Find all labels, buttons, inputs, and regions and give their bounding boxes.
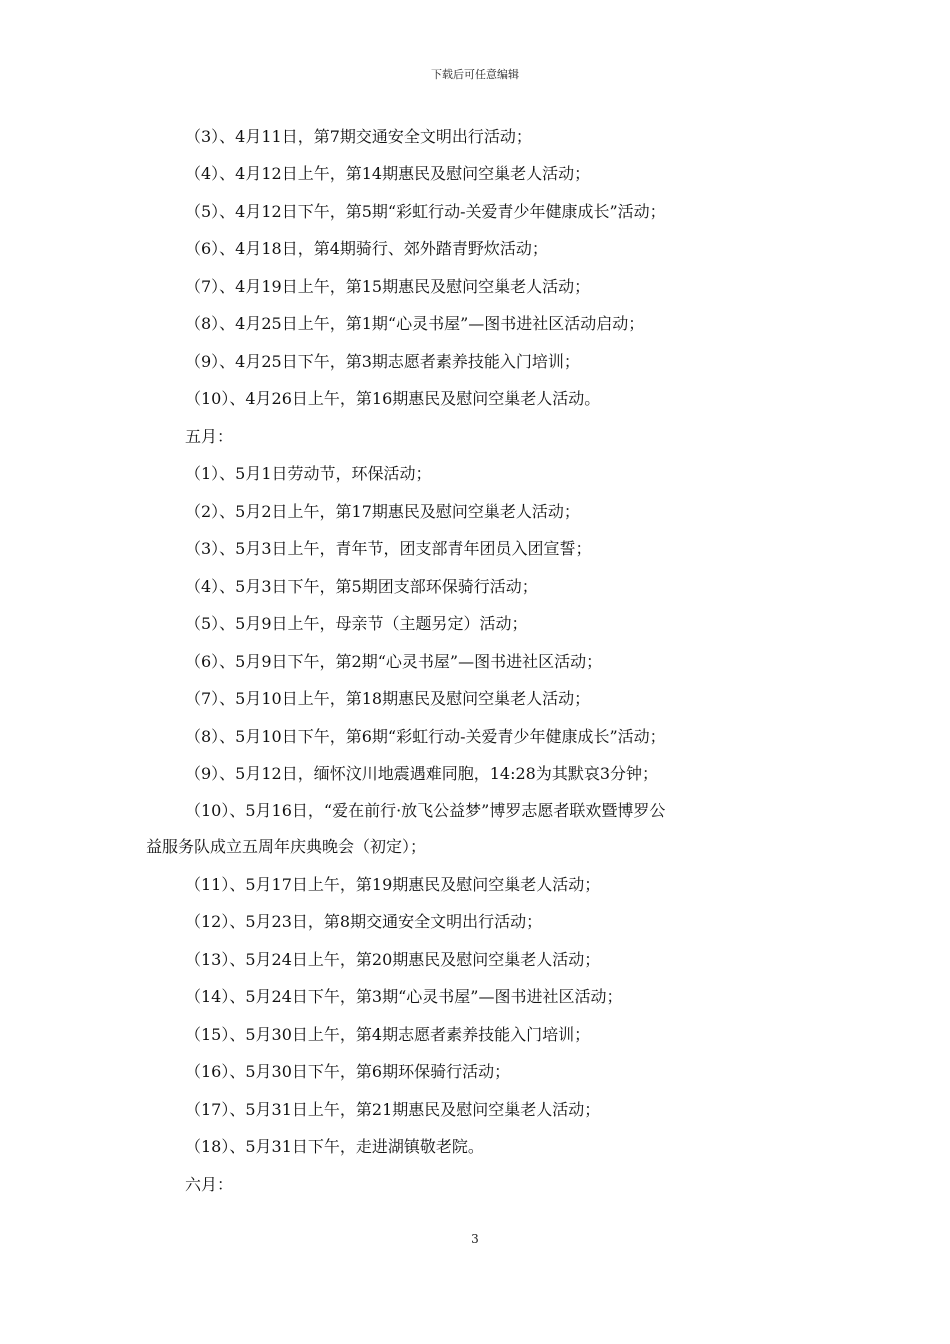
list-item: （11）、5月17日上午，第19期惠民及慰问空巢老人活动； xyxy=(185,875,601,894)
list-item: （10）、5月16日，“爱在前行·放飞公益梦”博罗志愿者联欢暨博罗公 xyxy=(185,801,666,820)
list-item: （1）、5月1日劳动节，环保活动； xyxy=(185,464,432,483)
list-item: （2）、5月2日上午，第17期惠民及慰问空巢老人活动； xyxy=(185,502,580,521)
list-item: （8）、4月25日上午，第1期“心灵书屋”—图书进社区活动启动； xyxy=(185,314,645,333)
list-item: （8）、5月10日下午，第6期“彩虹行动-关爱青少年健康成长”活动； xyxy=(185,727,666,746)
section-heading: 六月： xyxy=(185,1175,234,1194)
list-item: （4）、4月12日上午，第14期惠民及慰问空巢老人活动； xyxy=(185,164,591,183)
list-item: （12）、5月23日，第8期交通安全文明出行活动； xyxy=(185,912,543,931)
list-item: （18）、5月31日下午，走进湖镇敬老院。 xyxy=(185,1137,484,1156)
list-item: （4）、5月3日下午，第5期团支部环保骑行活动； xyxy=(185,577,538,596)
list-item: （14）、5月24日下午，第3期“心灵书屋”—图书进社区活动； xyxy=(185,987,623,1006)
list-item: （7）、4月19日上午，第15期惠民及慰问空巢老人活动； xyxy=(185,277,591,296)
page-number: 3 xyxy=(471,1232,479,1246)
list-item: （5）、4月12日下午，第5期“彩虹行动-关爱青少年健康成长”活动； xyxy=(185,202,666,221)
header-note: 下载后可任意编辑 xyxy=(431,68,519,81)
list-item: （15）、5月30日上午，第4期志愿者素养技能入门培训； xyxy=(185,1025,591,1044)
list-item: （7）、5月10日上午，第18期惠民及慰问空巢老人活动； xyxy=(185,689,591,708)
list-item: （3）、5月3日上午，青年节，团支部青年团员入团宣誓； xyxy=(185,539,592,558)
list-item: （13）、5月24日上午，第20期惠民及慰问空巢老人活动； xyxy=(185,950,601,969)
list-item: （6）、5月9日下午，第2期“心灵书屋”—图书进社区活动； xyxy=(185,652,603,671)
list-item-continuation: 益服务队成立五周年庆典晚会（初定）； xyxy=(146,837,427,856)
list-item: （6）、4月18日，第4期骑行、郊外踏青野炊活动； xyxy=(185,239,548,258)
list-item: （9）、5月12日，缅怀汶川地震遇难同胞，14:28为其默哀3分钟； xyxy=(185,764,659,783)
list-item: （16）、5月30日下午，第6期环保骑行活动； xyxy=(185,1062,511,1081)
list-item: （9）、4月25日下午，第3期志愿者素养技能入门培训； xyxy=(185,352,580,371)
list-item: （5）、5月9日上午，母亲节（主题另定）活动； xyxy=(185,614,528,633)
list-item: （17）、5月31日上午，第21期惠民及慰问空巢老人活动； xyxy=(185,1100,601,1119)
list-item: （3）、4月11日，第7期交通安全文明出行活动； xyxy=(185,127,532,146)
list-item: （10）、4月26日上午，第16期惠民及慰问空巢老人活动。 xyxy=(185,389,601,408)
section-heading: 五月： xyxy=(185,427,234,446)
